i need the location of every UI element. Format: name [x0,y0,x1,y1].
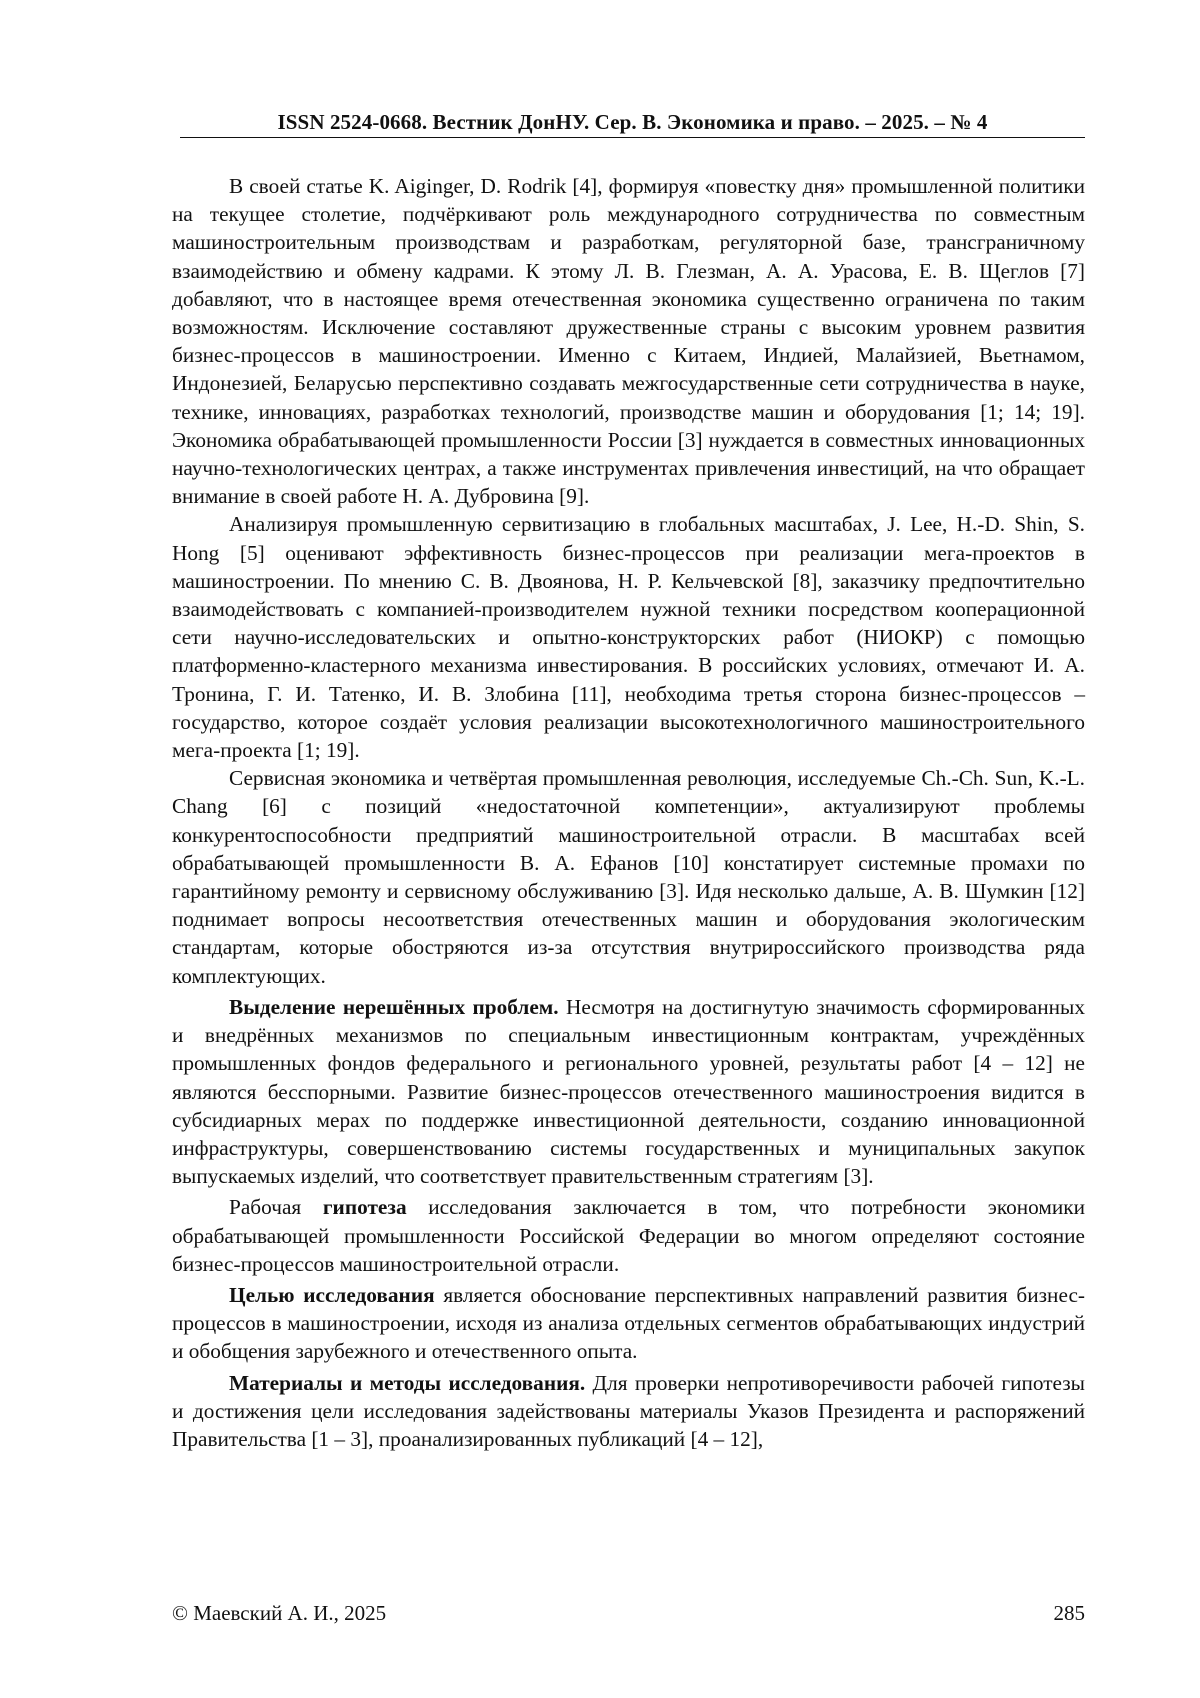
paragraph-text: В своей статье K. Aiginger, D. Rodrik [4], формируя «повестку дня» промышленной политики на текущее столетие, подчёркивают роль международного сотрудничества по совместным машиностроительным производствам и разработкам, регуляторной базе, трансграничному взаимодействию и обмену кадрами. К этому Л. В. Глезман, А. А. Урасова, Е. В. Щеглов [7] добавляют, что в настоящее время отечественная экономика существенно ограничена по таким возможностям. Исключение составляют дружественные страны с высоким уровнем развития бизнес-процессов в машиностроении. Именно с Китаем, Индией, Малайзией, Вьетнамом, Индонезией, Беларусью перспективно создавать межгосударственные сети сотрудничества в науке, технике, инновациях, разработках технологий, производстве машин и оборудования [1; 14; 19]. Экономика обрабатывающей промышленности России [3] нуждается в совместных инновационных научно-технологических центрах, а также инструментах привлечения инвестиций, на что обращает внимание в своей работе Н. А. Дубровина [9]. [172,174,1085,509]
running-header: ISSN 2524-0668. Вестник ДонНУ. Сер. В. Экономика и право. – 2025. – № 4 [277,110,988,134]
paragraph-service-economy [172,764,1085,990]
paragraph-unresolved-problems [172,993,1085,1190]
paragraph-text-pre: Рабочая [229,1195,323,1220]
section-lead-materials-methods: Материалы и методы исследования. [229,1370,586,1395]
paragraph-materials-methods [172,1369,1085,1454]
paragraph-international-cooperation [172,172,1085,510]
paragraph-servitization [172,510,1085,764]
paragraph-text: Несмотря на достигнутую значимость сформированных и внедрённых механизмов по специальным инвестиционным контрактам, учреждённых промышленных фондов федерального и регионального уровней, результаты работ [4 – 12] не являются бесспорными. Развитие бизнес-процессов отечественного машиностроения видится в субсидиарных мерах по поддержке инвестиционной деятельности, созданию инновационной инфраструктуры, совершенствованию системы государственных и муниципальных закупок выпускаемых изделий, что соответствует правительственным стратегиям [3]. [172,994,1085,1189]
term-hypothesis: гипотеза [322,1195,407,1220]
paragraph-text: Для проверки непротиворечивости рабочей гипотезы и достижения цели исследования задействованы материалы Указов Президента и распоряжений Правительства [1 – 3], проанализированных публикаций [4 – 12], [172,1370,1085,1451]
copyright-notice: © Маевский А. И., 2025 [172,1601,387,1625]
paragraph-text: Анализируя промышленную сервитизацию в глобальных масштабах, J. Lee, H.-D. Shin, S. Hong [5] оценивают эффективность бизнес-процессов при реализации мега-проектов в машиностроении. По мнению С. В. Двоянова, Н. Р. Кельчевской [8], заказчику предпочтительно взаимодействовать с компанией-производителем нужной техники посредством кооперационной сети научно-исследовательских и опытно-конструкторских работ (НИОКР) с помощью платформенно-кластерного механизма инвестирования. В российских условиях, отмечают И. А. Тронина, Г. И. Татенко, И. В. Злобина [11], необходима третья сторона бизнес-процессов – государство, которое создаёт условия реализации высокотехнологичного машиностроительного мега-проекта [1; 19]. [172,512,1085,763]
article-body [172,172,1085,1453]
paragraph-text: является обоснование перспективных направлений развития бизнес-процессов в машиностроении, исходя из анализа отдельных сегментов обрабатывающих индустрий и обобщения зарубежного и отечественного опыта. [172,1282,1085,1364]
paragraph-text: Сервисная экономика и четвёртая промышленная революция, исследуемые Ch.-Ch. Sun, K.-L. Chang [6] с позиций «недостаточной компетенции», актуализируют проблемы конкурентоспособности предприятий машиностроительной отрасли. В масштабах всей обрабатывающей промышленности В. А. Ефанов [10] констатирует системные промахи по гарантийному ремонту и сервисному обслуживанию [3]. Идя несколько дальше, А. В. Шумкин [12] поднимает вопросы несоответствия отечественных машин и оборудования экологическим стандартам, которые обостряются из-за отсутствия внутрироссийского производства ряда комплектующих. [172,766,1085,988]
paragraph-research-goal [172,1281,1085,1366]
header-divider [180,137,1085,138]
section-lead-unresolved-problems: Выделение нерешённых проблем. [229,994,559,1019]
paragraph-hypothesis [172,1193,1085,1278]
paragraph-text: исследования заключается в том, что потребности экономики обрабатывающей промышленности Российской Федерации во многом определяют состояние бизнес-процессов машиностроительной отрасли. [172,1195,1086,1276]
page-number: 285 [1053,1601,1085,1625]
section-lead-research-goal: Целью исследования [229,1282,435,1307]
